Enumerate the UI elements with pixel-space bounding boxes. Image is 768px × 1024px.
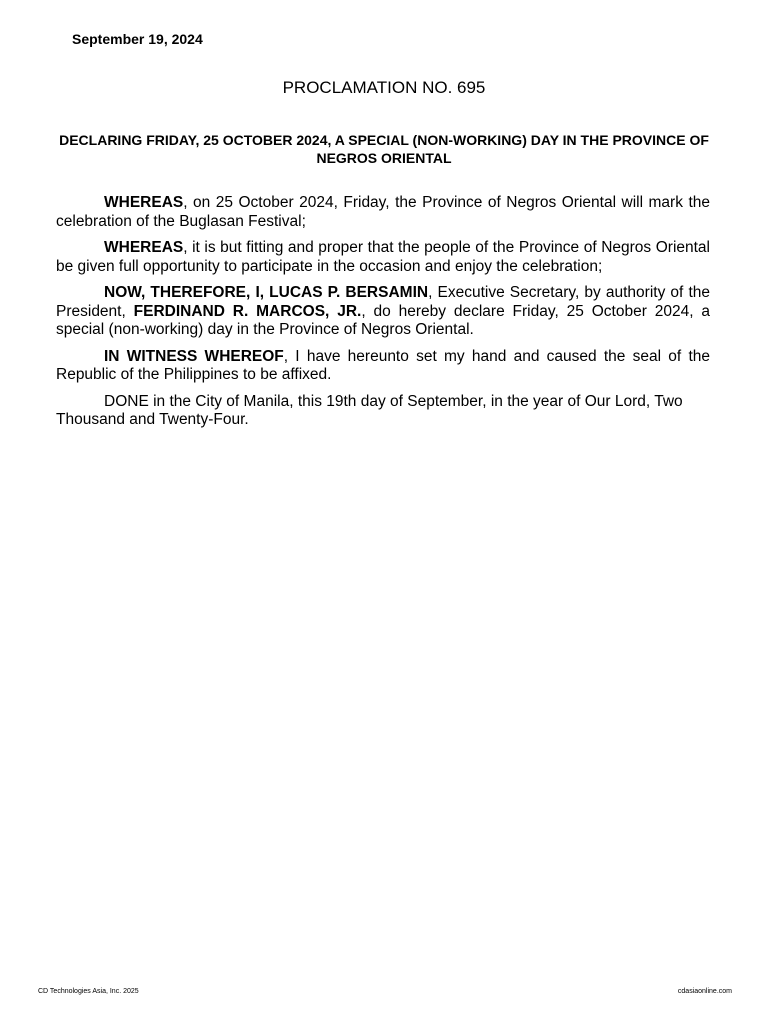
- paragraph-text: , Executive Secretary, by authority of the President,: [56, 284, 710, 320]
- paragraph-text: DONE in the City of Manila, this 19th day of September, in the year of Our Lord, Two Thousand and Twenty-Four.: [56, 392, 683, 428]
- proclamation-date: September 19, 2024: [72, 31, 203, 47]
- paragraph-text: , it is but fitting and proper that the people of the Province of Negros Oriental be given full opportunity to participate in the occasion and enjoy the celebration;: [56, 239, 710, 275]
- paragraph-text: , do hereby declare Friday, 25 October 2024, a special (non-working) day in the Province of Negros Oriental.: [56, 302, 710, 338]
- proclamation-number: PROCLAMATION NO. 695: [282, 78, 486, 97]
- president-name: FERDINAND R. MARCOS, JR.: [133, 302, 362, 320]
- declaration-paragraph: [56, 284, 710, 340]
- paragraph-lead: WHEREAS: [104, 239, 184, 256]
- paragraph-text: , on 25 October 2024, Friday, the Province of Negros Oriental will mark the celebration of the Buglasan Festival;: [56, 194, 710, 230]
- paragraph-lead: IN WITNESS WHEREOF: [104, 347, 284, 365]
- paragraph-lead: WHEREAS: [104, 194, 184, 211]
- whereas-paragraph-1: [56, 194, 710, 231]
- done-paragraph: [56, 393, 710, 430]
- paragraph-text: , I have hereunto set my hand and caused the seal of the Republic of the Philippines to be affixed.: [56, 347, 710, 383]
- proclamation-title: DECLARING FRIDAY, 25 OCTOBER 2024, A SPECIAL (NON-WORKING) DAY IN THE PROVINCE OF NEGROS ORIENTAL: [59, 132, 709, 166]
- whereas-paragraph-2: [56, 239, 710, 276]
- proclamation-body: [56, 194, 710, 438]
- footer-copyright: CD Technologies Asia, Inc. 2025: [38, 988, 139, 995]
- witness-paragraph: [56, 348, 710, 385]
- footer-site: cdasiaonline.com: [677, 988, 732, 995]
- paragraph-lead: NOW, THEREFORE, I, LUCAS P. BERSAMIN: [104, 284, 429, 301]
